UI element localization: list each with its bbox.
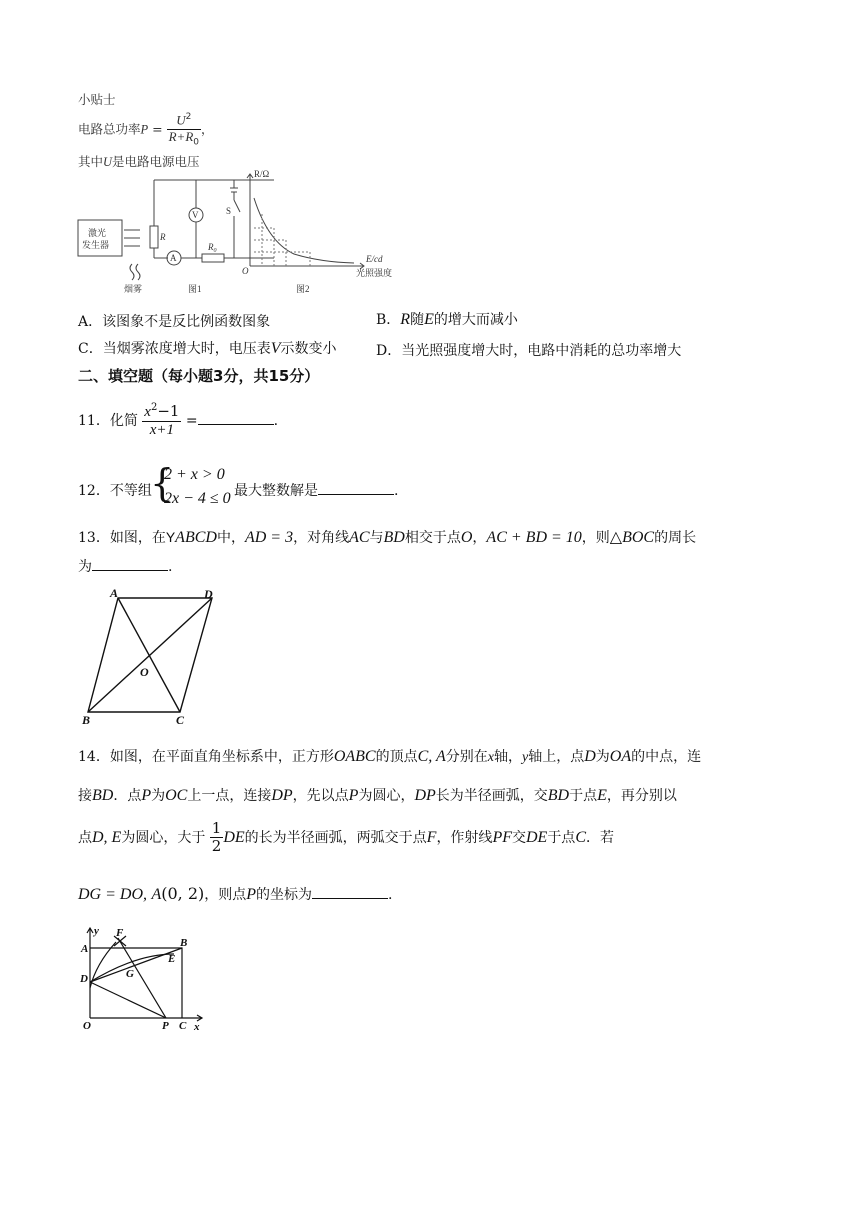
circuit-and-graph-figure bbox=[74, 168, 414, 300]
point-C: C bbox=[179, 1020, 187, 1030]
option-C: C．当烟雾浓度增大时，电压表V示数变小 bbox=[78, 340, 337, 357]
y-label: y bbox=[94, 925, 99, 937]
question-14-line2: 接BD．点P为OC上一点，连接DP，先以点P为圆心，DP长为半径画弧，交BD于点E，再分别以 bbox=[78, 787, 677, 804]
A-label: A bbox=[170, 253, 177, 263]
answer-blank-12[interactable] bbox=[318, 480, 394, 495]
generator-label: 发生器 bbox=[82, 240, 110, 250]
smoke-label: 烟雾 bbox=[124, 284, 143, 294]
parallelogram-figure bbox=[76, 586, 218, 728]
x-label: x bbox=[194, 1021, 200, 1030]
vertex-D: D bbox=[204, 587, 213, 601]
x-axis-name: 光照强度 bbox=[356, 268, 393, 278]
tip-voltage-note: 其中U是电路电源电压 bbox=[78, 154, 200, 169]
point-E: E bbox=[168, 953, 176, 965]
S-label: S bbox=[226, 206, 232, 216]
inverse-curve bbox=[254, 198, 354, 263]
resistor-R bbox=[150, 226, 158, 248]
question-14-line1: 14．如图，在平面直角坐标系中，正方形OABC的顶点C, A分别在x轴，y轴上，点D为OA的中点，连 bbox=[78, 748, 702, 765]
point-P: P bbox=[162, 1020, 169, 1030]
tip-title: 小贴士 bbox=[78, 92, 116, 107]
question-14-line4: DG = DO, A(0, 2)，则点P的坐标为 . bbox=[78, 884, 393, 903]
V-label: V bbox=[192, 210, 199, 220]
point-F: F bbox=[116, 927, 124, 939]
vertex-C: C bbox=[176, 713, 185, 727]
answer-blank-13[interactable] bbox=[92, 556, 168, 571]
question-11: 11．化简 $\frac{x^2-1}{x+1}$ = . bbox=[78, 402, 279, 439]
resistor-R0 bbox=[202, 254, 224, 262]
option-D: D．当光照强度增大时，电路中消耗的总功率增大 bbox=[376, 343, 682, 359]
point-O: O bbox=[83, 1020, 91, 1030]
answer-blank-14[interactable] bbox=[312, 884, 388, 899]
option-A: A．该图象不是反比例函数图象 bbox=[78, 314, 271, 330]
y-axis-label: R/Ω bbox=[254, 169, 270, 179]
R0-label: $R_0$ bbox=[208, 242, 217, 254]
question-14-line3: 点D, E为圆心，大于 $\frac{1}{2}$ DE的长为半径画弧，两弧交于点F，作射线PF交DE于点C．若 bbox=[78, 819, 614, 856]
point-G: G bbox=[126, 968, 134, 980]
question-13-line1: 13．如图，在YABCD中，AD = 3，对角线AC与BD相交于点O，AC + BD = 10，则△BOC的周长 bbox=[78, 529, 697, 546]
section-heading: 二、填空题（每小题3分，共15分） bbox=[78, 367, 320, 385]
point-D: D bbox=[80, 973, 88, 985]
answer-blank-11[interactable] bbox=[198, 410, 274, 425]
question-13-line2: 为 . bbox=[78, 556, 172, 576]
tip-formula-line: 电路总功率P = $\frac{U^2}{R+R_0}$ ， bbox=[78, 112, 214, 148]
point-B: B bbox=[180, 937, 188, 949]
R-label: R bbox=[160, 232, 166, 242]
fig1-caption: 图1 bbox=[188, 284, 202, 294]
origin-label: O bbox=[242, 266, 249, 276]
option-B: B．R随E的增大而减小 bbox=[376, 311, 518, 328]
coordinate-square-figure bbox=[76, 924, 208, 1030]
smoke-icon bbox=[130, 264, 140, 280]
laser-generator-box bbox=[78, 220, 122, 256]
x-axis-label: E/cd bbox=[366, 254, 383, 264]
fig2-caption: 图2 bbox=[296, 284, 310, 294]
laser-label: 激光 bbox=[88, 228, 107, 238]
point-A: A bbox=[81, 943, 89, 955]
vertex-A: A bbox=[110, 586, 119, 600]
vertex-B: B bbox=[82, 713, 91, 727]
center-O: O bbox=[140, 665, 149, 679]
